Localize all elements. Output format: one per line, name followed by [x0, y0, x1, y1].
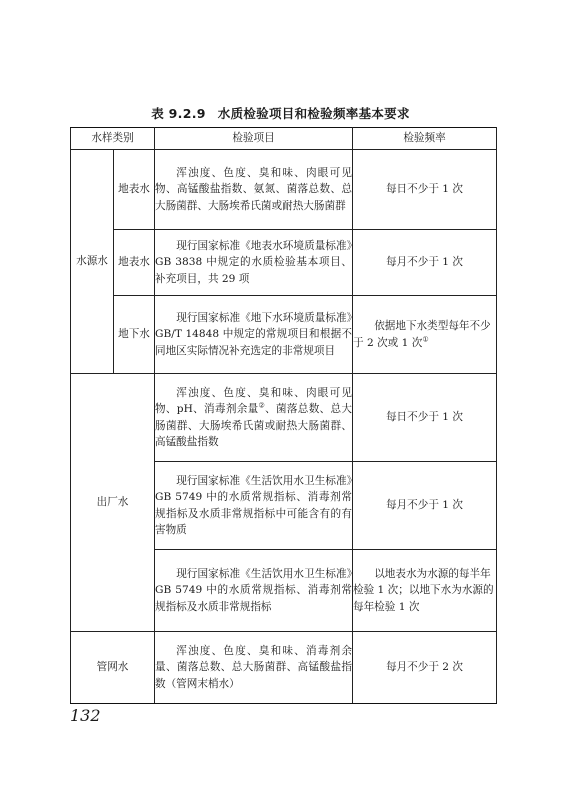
test-items-text: 现行国家标准《生活饮用水卫生标准》GB 5749 中的水质常规指标、消毒剂常规指标及水质非常规指标中可能含有的有害物质: [155, 474, 352, 536]
table-row: [71, 296, 497, 374]
frequency-cell: 每月不少于 1 次: [353, 230, 497, 296]
test-items-cell: [155, 462, 353, 550]
table-row: [71, 632, 497, 704]
test-items-cell: [155, 150, 353, 230]
table-row: [71, 150, 497, 230]
group-source-water: 水源水: [71, 150, 114, 374]
footnote-marker: ①: [422, 334, 429, 343]
test-items-cell: [155, 374, 353, 462]
frequency-cell: 每日不少于 1 次: [353, 374, 497, 462]
frequency-cell: [353, 296, 497, 374]
group-plant-water: 出厂水: [71, 374, 155, 632]
sub-category-cell: 地表水: [114, 230, 155, 296]
table-row: [71, 230, 497, 296]
test-items-text-head: 浑浊度、色度、臭和味、肉眼可见物、pH、消毒剂余量: [155, 386, 352, 415]
sub-category-cell: 地下水: [114, 296, 155, 374]
page-number: 132: [70, 706, 101, 725]
table-caption: 水质检验项目和检验频率基本要求: [217, 106, 410, 121]
test-items-text: 现行国家标准《生活饮用水卫生标准》GB 5749 中的水质常规指标、消毒剂常规指标及水质非常规指标: [155, 567, 352, 613]
water-quality-table: [70, 127, 497, 704]
test-items-text: 浑浊度、色度、臭和味、消毒剂余量、菌落总数、总大肠菌群、高锰酸盐指数（管网末梢水）: [155, 644, 352, 690]
table-number: 表 9.2.9: [151, 106, 206, 121]
sub-category-cell: 地表水: [114, 150, 155, 230]
test-items-text: 现行国家标准《地下水环境质量标准》GB/T 14848 中规定的常规项目和根据不同地区实际情况补充选定的非常规项目: [155, 311, 352, 357]
test-items-text: 现行国家标准《地表水环境质量标准》GB 3838 中规定的水质检验基本项目、补充项目，共 29 项: [155, 239, 352, 285]
test-items-cell: [155, 230, 353, 296]
table-title: [0, 104, 561, 122]
test-items-cell: [155, 632, 353, 704]
test-items-text: 浑浊度、色度、臭和味、肉眼可见物、高锰酸盐指数、氨氮、菌落总数、总大肠菌群、大肠埃希氏菌或耐热大肠菌群: [155, 166, 352, 212]
table-row: [71, 374, 497, 462]
header-test-frequency: 检验频率: [353, 128, 497, 150]
frequency-text: [353, 318, 496, 351]
footnote-marker: ②: [258, 401, 266, 410]
test-items-text-tail: 、菌落总数、总大肠菌群、大肠埃希氏菌或耐热大肠菌群、高锰酸盐指数: [155, 403, 352, 448]
header-row: [71, 128, 497, 150]
test-items-text: [155, 385, 352, 451]
header-test-items: 检验项目: [155, 128, 353, 150]
frequency-text: 以地表水为水源的每半年检验 1 次；以地下水为水源的每年检验 1 次: [353, 567, 494, 613]
frequency-cell: 每月不少于 1 次: [353, 462, 497, 550]
group-network-water: 管网水: [71, 632, 155, 704]
frequency-cell: 每月不少于 2 次: [353, 632, 497, 704]
test-items-cell: [155, 296, 353, 374]
test-items-cell: [155, 550, 353, 632]
frequency-cell: 每日不少于 1 次: [353, 150, 497, 230]
frequency-cell: [353, 550, 497, 632]
header-sample-type: 水样类别: [71, 128, 155, 150]
frequency-text-body: 依据地下水类型每年不少于 2 次或 1 次: [353, 320, 491, 349]
